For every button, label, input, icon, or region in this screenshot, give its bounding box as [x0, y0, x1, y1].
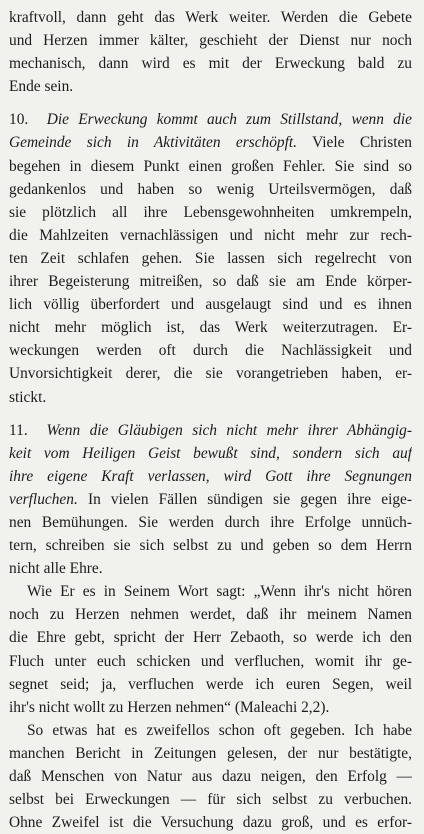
text-line: tern, schreiben sie sich selbst zu und geben so dem Herrn: [9, 537, 412, 555]
point-number: 10.: [9, 111, 29, 129]
text-line: die Ehre gebt, spricht der Herr Zebaoth, so werde ich den: [9, 629, 412, 647]
point-heading: Wenn die Gläubigen sich nicht mehr ihrer Abhängig-: [46, 421, 412, 439]
text-line: manchen Bericht in Zeitungen gelesen, der nur bestätigte,: [9, 744, 412, 762]
text-line: die Mahlzeiten vernachlässigen und nicht mehr zur rech-: [9, 226, 412, 244]
text-line: Wie Er es in Seinem Wort sagt: „Wenn ihr's nicht hören: [27, 583, 412, 601]
text-line: nen Bemühungen. Sie werden durch ihre Erfolge unnüch-: [9, 513, 412, 531]
text-line: Unvorsichtigkeit derer, die sie vorangetrieben haben, er-: [9, 365, 412, 383]
paragraph-quote: [9, 580, 412, 719]
text-line: weckungen werden oft durch die Nachlässigkeit und: [9, 342, 412, 360]
text-line: kraftvoll, dann geht das Werk weiter. Werden die Gebete: [9, 9, 412, 26]
text-line: [9, 131, 412, 154]
text-line: [9, 442, 412, 465]
text-line: nicht mehr möglich ist, das Werk weiterzutragen. Er-: [9, 319, 412, 337]
text-line: Ende sein.: [9, 78, 74, 96]
point-heading: ihre eigene Kraft verlassen, wird Gott ihre Segnungen: [9, 467, 412, 485]
paragraph-continued: [9, 6, 412, 98]
point-10: [9, 108, 412, 408]
body-text: In vielen Fällen sündigen sie gegen ihre eige-: [77, 490, 412, 508]
point-heading: Die Erweckung kommt auch zum Stillstand, wenn die: [46, 111, 412, 129]
text-line: sie plötzlich all ihre Lebensgewohnheiten umkrempeln,: [9, 203, 412, 221]
point-heading: verfluchen.: [9, 490, 78, 508]
text-line: Ohne Zweifel ist die Versuchung dazu groß, und es erfor-: [9, 814, 412, 832]
text-line: ihr's nicht wollt zu Herzen nehmen“ (Maleachi 2,2).: [9, 698, 330, 716]
point-11: [9, 419, 412, 581]
text-line: daß Menschen von Natur aus dazu neigen, den Erfolg —: [9, 768, 412, 785]
text-line: ihrer Begeisterung mitreißen, so daß sie am Ende körper-: [9, 273, 412, 291]
text-line: [9, 419, 412, 442]
paragraph-gap: [9, 98, 412, 108]
text-line: nicht alle Ehre.: [9, 560, 103, 578]
point-heading: keit vom Heiligen Geist bewußt sind, sondern sich auf: [9, 444, 412, 462]
paragraph-final: [9, 719, 412, 834]
text-line: stickt.: [9, 388, 47, 406]
text-line: [9, 108, 412, 131]
paragraph-gap: [9, 409, 412, 419]
text-line: ten Zeit schlafen gehen. Sie lassen sich regelrecht von: [9, 249, 412, 267]
point-heading: Gemeinde sich in Aktivitäten erschöpft.: [9, 134, 298, 152]
text-line: Fluch unter euch schicken und verfluchen, womit ihr ge-: [9, 652, 412, 670]
text-line: lich völlig überfordert und ausgelaugt sind und es ihnen: [9, 296, 412, 314]
text-line: [9, 465, 412, 488]
text-line: [9, 488, 412, 511]
point-number: 11.: [9, 421, 28, 439]
text-line: begehen in diesem Punkt einen großen Fehler. Sie sind so: [9, 157, 412, 175]
text-line: selbst bei Erweckungen — für sich selbst zu verbuchen.: [9, 791, 412, 809]
body-text: Viele Christen: [297, 134, 412, 152]
text-line: und Herzen immer kälter, geschieht der Dienst nur noch: [9, 32, 412, 50]
text-line: So etwas hat es zweifellos schon oft gegeben. Ich habe: [27, 721, 412, 739]
text-line: gedankenlos und haben so wenig Urteilsvermögen, daß: [9, 180, 412, 198]
text-line: noch zu Herzen nehmen werdet, daß ihr meinem Namen: [9, 606, 412, 624]
text-line: segnet seid; ja, verfluchen werde ich euren Segen, weil: [9, 675, 412, 693]
text-line: mechanisch, dann wird es mit der Erweckung bald zu: [9, 55, 412, 73]
